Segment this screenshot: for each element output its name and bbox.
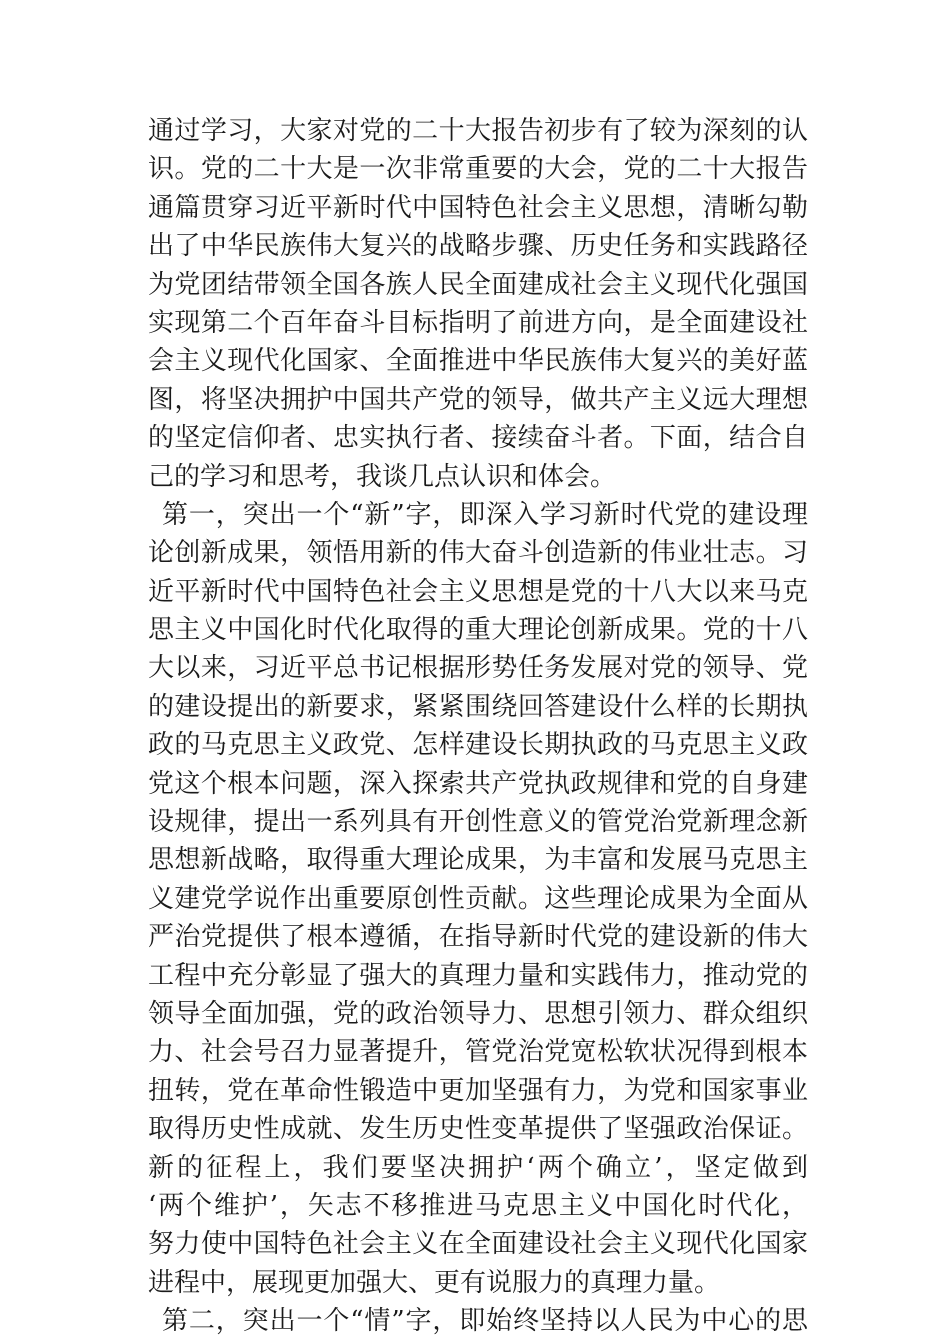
- text-line: 图，将坚决拥护中国共产党的领导，做共产主义远大理想: [148, 384, 808, 415]
- text-line: 己的学习和思考，我谈几点认识和体会。: [148, 461, 617, 492]
- text-line: 思想新战略，取得重大理论成果，为丰富和发展马克思主: [148, 845, 808, 876]
- document-body: [148, 112, 808, 1341]
- text-line: 领导全面加强，党的政治领导力、思想引领力、群众组织: [148, 998, 808, 1029]
- text-line: 力、社会号召力显著提升，管党治党宽松软状况得到根本: [148, 1037, 808, 1068]
- text-line: 论创新成果，领悟用新的伟大奋斗创造新的伟业壮志。习: [148, 538, 808, 569]
- text-line: 义建党学说作出重要原创性贡献。这些理论成果为全面从: [148, 883, 808, 914]
- text-line: ‘两个维护’，矢志不移推进马克思主义中国化时代化，: [148, 1190, 808, 1221]
- text-line: 通篇贯穿习近平新时代中国特色社会主义思想，清晰勾勒: [148, 192, 808, 223]
- text-line: 实现第二个百年奋斗目标指明了前进方向，是全面建设社: [148, 307, 808, 338]
- text-line: 会主义现代化国家、全面推进中华民族伟大复兴的美好蓝: [148, 346, 808, 377]
- text-line: 努力使中国特色社会主义在全面建设社会主义现代化国家: [148, 1229, 808, 1260]
- text-line: 取得历史性成就、发生历史性变革提供了坚强政治保证。: [148, 1114, 808, 1145]
- text-line: 出了中华民族伟大复兴的战略步骤、历史任务和实践路径: [148, 231, 808, 262]
- text-line: 设规律，提出一系列具有开创性意义的管党治党新理念新: [148, 807, 808, 838]
- text-line: 第二，突出一个“情”字，即始终坚持以人民为中心的思: [162, 1306, 808, 1337]
- text-line: 识。党的二十大是一次非常重要的大会，党的二十大报告: [148, 154, 808, 185]
- text-line: 扭转，党在革命性锻造中更加坚强有力，为党和国家事业: [148, 1075, 808, 1106]
- text-line: 政的马克思主义政党、怎样建设长期执政的马克思主义政: [148, 730, 808, 761]
- text-line: 工程中充分彰显了强大的真理力量和实践伟力，推动党的: [148, 960, 808, 991]
- text-line: 党这个根本问题，深入探索共产党执政规律和党的自身建: [148, 768, 808, 799]
- text-line: 的坚定信仰者、忠实执行者、接续奋斗者。下面，结合自: [148, 423, 808, 454]
- text-line: 严治党提供了根本遵循，在指导新时代党的建设新的伟大: [148, 922, 808, 953]
- text-line: 大以来，习近平总书记根据形势任务发展对党的领导、党: [148, 653, 808, 684]
- text-line: 第一，突出一个“新”字，即深入学习新时代党的建设理: [162, 499, 808, 530]
- text-line: 为党团结带领全国各族人民全面建成社会主义现代化强国: [148, 269, 808, 300]
- text-line: 新的征程上，我们要坚决拥护‘两个确立’，坚定做到: [148, 1152, 808, 1183]
- text-line: 的建设提出的新要求，紧紧围绕回答建设什么样的长期执: [148, 691, 808, 722]
- text-line: 思主义中国化时代化取得的重大理论创新成果。党的十八: [148, 615, 808, 646]
- text-line: 近平新时代中国特色社会主义思想是党的十八大以来马克: [148, 576, 808, 607]
- text-line: 进程中，展现更加强大、更有说服力的真理力量。: [148, 1267, 721, 1298]
- text-line: 通过学习，大家对党的二十大报告初步有了较为深刻的认: [148, 116, 808, 146]
